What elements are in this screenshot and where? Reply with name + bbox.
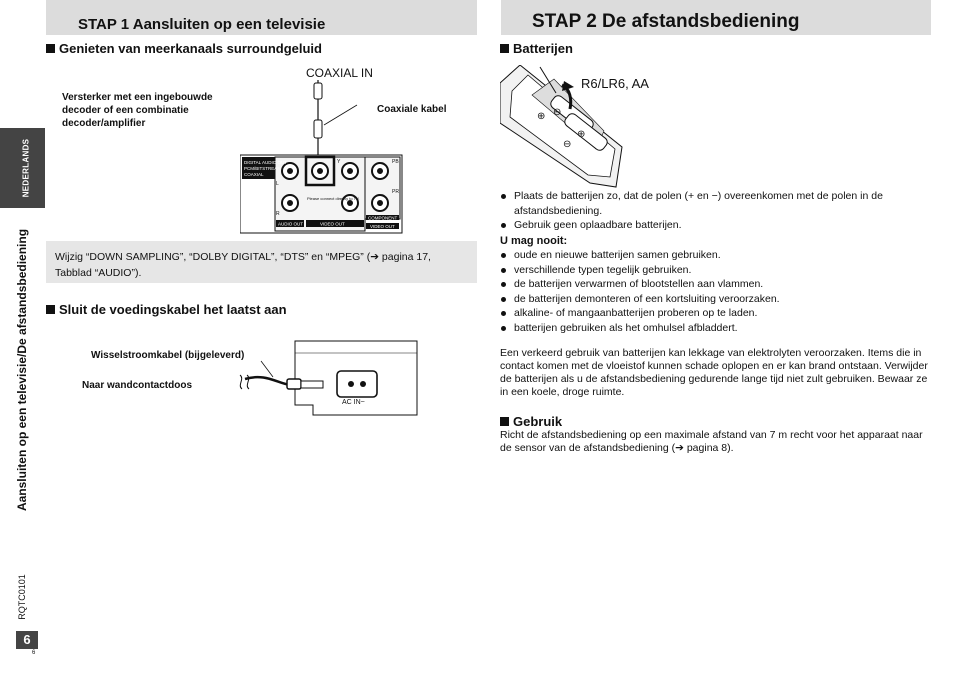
instructions-list	[500, 189, 920, 233]
page-number-small: 6	[32, 650, 36, 656]
panel-r: R	[276, 211, 280, 217]
panel-l: L	[276, 181, 279, 187]
panel-pb: PB	[392, 159, 399, 165]
rear-panel-diagram	[240, 75, 410, 235]
language-tab	[0, 128, 45, 208]
step1-header	[46, 0, 477, 35]
language-label: NEDERLANDS	[21, 138, 31, 198]
panel-component-video: VIDEO OUT	[370, 224, 395, 229]
page-number: 6	[16, 631, 38, 649]
list-item: oude en nieuwe batterijen samen gebruiken.	[500, 248, 920, 263]
coaxial-in-label: COAXIAL IN	[306, 66, 373, 80]
list-item: batterijen gebruiken als het omhulsel afbladdert.	[500, 321, 920, 336]
wall-outlet-label: Naar wandcontactdoos	[82, 380, 193, 391]
cable-plug-bottom	[314, 120, 322, 138]
list-item: alkaline- of mangaanbatterijen proberen op te laden.	[500, 306, 920, 321]
step1-title: STAP 1 Aansluiten op een televisie	[78, 16, 326, 33]
panel-audio-out: AUDIO OUT	[278, 221, 304, 227]
panel-pr: PR	[392, 189, 399, 195]
step2-title: STAP 2 De afstandsbediening	[532, 11, 800, 32]
svg-text:⊕: ⊕	[577, 129, 586, 140]
power-heading: Sluit de voedingskabel het laatst aan	[46, 302, 287, 317]
section-title-vertical: Aansluiten op een televisie/De afstandsbediening	[15, 228, 29, 512]
panel-digital-audio: DIGITAL AUDIO OUT	[244, 160, 288, 165]
warning-paragraph: Een verkeerd gebruik van batterijen kan lekkage van elektrolyten veroorzaken. Items die in contact komen met de vloeistof kunnen schade oplopen en er kan brand ontstaan. Verwijder de batterijen als u de afstandsbediening gedurende lange tijd niet zult gebruiken. Bewaar ze in een koele, droge ruimte.	[500, 347, 928, 398]
batteries-heading: Batterijen	[500, 41, 573, 56]
cable-plug-top	[314, 83, 322, 99]
svg-text:⊕: ⊕	[537, 111, 546, 122]
list-item: verschillende typen tegelijk gebruiken.	[500, 263, 920, 278]
power-diagram	[205, 333, 420, 418]
list-item: Plaats de batterijen zo, dat de polen (+ en −) overeenkomen met de polen in de afstandsbediening.	[500, 189, 920, 218]
note-box	[46, 241, 477, 283]
ac-cable-label: Wisselstroomkabel (bijgeleverd)	[91, 350, 245, 361]
note-text: Wijzig “DOWN SAMPLING”, “DOLBY DIGITAL”, “DTS” en “MPEG” (➔ pagina 17, Tabblad “AUDIO”).	[55, 251, 431, 279]
surround-heading: Genieten van meerkanaals surroundgeluid	[46, 41, 322, 56]
panel-component: COMPONENT	[368, 215, 398, 221]
remote-battery-illustration	[500, 65, 625, 190]
panel-y: Y	[337, 159, 341, 165]
panel-video-out: VIDEO OUT	[320, 221, 345, 227]
svg-text:⊖: ⊖	[563, 139, 572, 150]
document-code: RQTC0101	[17, 574, 27, 620]
coaxial-cable-label: Coaxiale kabel	[377, 104, 447, 115]
list-item: Gebruik geen oplaadbare batterijen.	[500, 218, 920, 233]
battery-type: R6/LR6, AA	[581, 76, 649, 91]
svg-text:⊖: ⊖	[553, 107, 562, 118]
usage-text: Richt de afstandsbediening op een maximale afstand van 7 m recht voor het apparaat naar de sensor van de afstandsbediening (➔ pagina 8).	[500, 429, 923, 454]
list-item: de batterijen verwarmen of blootstellen aan vlammen.	[500, 277, 920, 292]
panel-pcm: PCM/BITSTREAM	[244, 166, 282, 171]
amplifier-label: Versterker met een ingebouwde decoder of een combinatie decoder/amplifier	[62, 92, 213, 129]
panel-coaxial: COAXIAL	[244, 172, 264, 177]
never-heading: U mag nooit:	[500, 235, 568, 247]
never-list	[500, 248, 920, 335]
list-item: de batterijen demonteren of een kortsluiting veroorzaken.	[500, 292, 920, 307]
panel-please-connect: Please connect directly to TV.	[307, 196, 360, 201]
ac-in-label: AC IN~	[342, 399, 365, 406]
step2-header	[501, 0, 931, 35]
usage-heading: Gebruik	[500, 414, 562, 429]
